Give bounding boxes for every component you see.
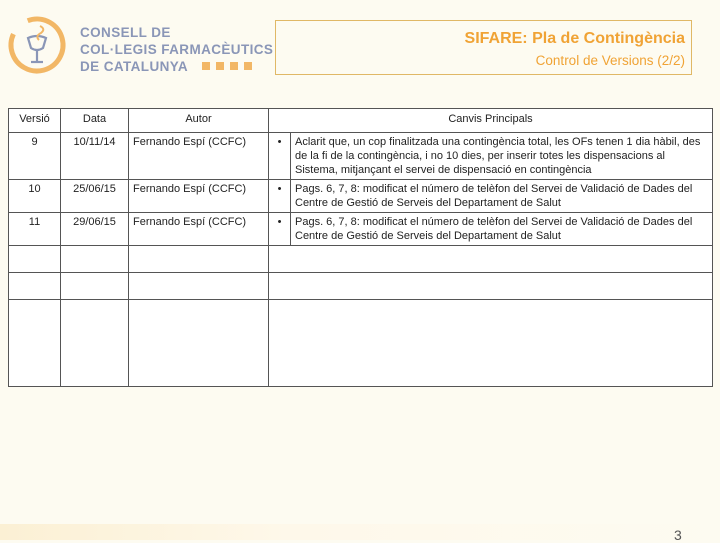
organization-logo: [6, 14, 274, 78]
cell-author: Fernando Espí (CCFC): [129, 180, 269, 213]
empty-table-row: [9, 273, 713, 300]
table-row: [9, 133, 713, 180]
cell-version: 9: [9, 133, 61, 180]
table-row: [9, 213, 713, 246]
empty-table-row: [9, 246, 713, 273]
logo-line-1: CONSELL DE: [80, 25, 171, 40]
column-header-date: Data: [61, 109, 129, 133]
page-title: SIFARE: Pla de Contingència: [464, 30, 685, 47]
cell-changes: Pags. 6, 7, 8: modificat el número de telèfon del Servei de Validació de Dades del Centre de Gestió de Serveis del Departament de Salut: [291, 180, 713, 213]
page-subtitle: Control de Versions (2/2): [535, 53, 685, 68]
column-header-changes: Canvis Principals: [269, 109, 713, 133]
header-title-box: [275, 20, 692, 75]
cell-version: 11: [9, 213, 61, 246]
cell-changes: Pags. 6, 7, 8: modificat el número de telèfon del Servei de Validació de Dades del Centre de Gestió de Serveis del Departament de Salut: [291, 213, 713, 246]
cell-date: 25/06/15: [61, 180, 129, 213]
table-header-row: [9, 109, 713, 133]
cell-author: Fernando Espí (CCFC): [129, 133, 269, 180]
logo-line-3: DE CATALUNYA: [80, 59, 189, 74]
cell-version: 10: [9, 180, 61, 213]
bullet-point: •: [269, 213, 291, 246]
bullet-point: •: [269, 133, 291, 180]
page-number: 3: [674, 527, 682, 543]
cell-date: 10/11/14: [61, 133, 129, 180]
bullet-point: •: [269, 180, 291, 213]
pharmacy-cup-snake-icon: [6, 14, 72, 76]
cell-changes: Aclarit que, un cop finalitzada una contingència total, les OFs tenen 1 dia hàbil, des de la fi de la contingència, i no 10 dies, per inserir totes les dispensacions al Sistema, mitjançant el servei de dispensació en contingència: [291, 133, 713, 180]
cell-author: Fernando Espí (CCFC): [129, 213, 269, 246]
version-control-table: [8, 108, 713, 387]
logo-squares: [196, 58, 252, 75]
logo-line-2: COL·LEGIS FARMACÈUTICS: [80, 42, 274, 57]
empty-table-row: [9, 300, 713, 387]
footer-band: [0, 524, 720, 540]
cell-date: 29/06/15: [61, 213, 129, 246]
column-header-version: Versió: [9, 109, 61, 133]
column-header-author: Autor: [129, 109, 269, 133]
table-row: [9, 180, 713, 213]
